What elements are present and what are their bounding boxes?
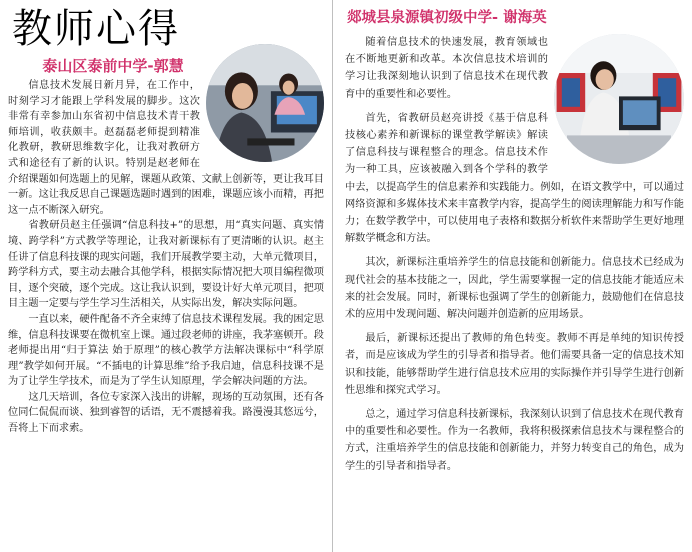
right-paragraph: 其次，新课标注重培养学生的信息技能和创新能力。信息技术已经成为现代社会的基本技能之一，因此，学生需要掌握一定的信息技能才能适应未来的社会发展。同时，新课标也强调了学生的创新能力，鼓励他们在信息技术的应用中发现问题、解决问题并创造新的应用场景。 bbox=[345, 257, 684, 321]
left-author-name: 泰山区泰前中学-郭慧 bbox=[42, 57, 184, 75]
right-paragraph: 总之，通过学习信息科技新课标，我深刻认识到了信息技术在现代教育中的重要性和必要性。作为一名教师，我将积极探索信息技术与课程整合的方式，注重培养学生的信息技能和创新能力，并努力转变自己的角色，成为学生的引导者和指导者。 bbox=[345, 409, 684, 472]
left-paragraph: 信息技术发展日新月异，在工作中，时刻学习才能跟上学科发展的脚步。这次非常有幸参加山东省初中信息技术青干教师培训，收获颇丰。赵磊磊老师提到精准化教研，教研思维数字化，让我对教研方式和途径有了新的认识。特别是赵老师在介绍课题如何选题上的见解，课题从政策、文献上创新等，更让我耳目一新。这让我反思自己课题选题时遇到的困难，课题应该小而精，再把这一点不断深入研究。 bbox=[8, 80, 324, 216]
right-column bbox=[337, 0, 692, 552]
right-paragraph: 最后，新课标还提出了教师的角色转变。教师不再是单纯的知识传授者，而是应该成为学生的引导者和指导者。他们需要具备一定的信息技术知识和技能，能够帮助学生进行信息技术应用的实际操作并引导学生进行创新性思维和探究式学习。 bbox=[345, 333, 684, 396]
left-paragraph: 这几天培训，各位专家深入浅出的讲解，现场的互动氛围，还有各位同仁侃侃而谈、独到睿智的话语，无不震撼着我。路漫漫其悠远兮，吾将上下而求索。 bbox=[8, 391, 324, 435]
right-author-name: 郯城县泉源镇初级中学- 谢海英 bbox=[347, 10, 547, 26]
right-paragraph: 首先，省教研员赵亮讲授《基于信息科技核心素养和新课标的课堂教学解读》解读了信息科技与课程整合的理念。信息技术作为一种工具，应该被融入到各个学科的教学中去，以提高学生的信息素养和实践能力。例如，在语文教学中，可以通过网络资源和多媒体技术来丰富教学内容，提高学生的阅读理解能力和写作能力；在数学教学中，可以使用电子表格和数据分析软件来帮助学生更好地理解数学概念和方法。 bbox=[345, 112, 684, 245]
right-article-body bbox=[345, 34, 684, 475]
teacher-in-classroom-photo bbox=[554, 34, 684, 164]
left-paragraph: 省教研员赵主任强调“信息科技+”的思想，用“真实问题、真实情境、跨学科”方式教学等理论，让我对新课标有了更清晰的认识。赵主任讲了信息科技课的现实问题，我们开展教学要主动，大单元微项目，跨学科方式，要主动去融合其他学科，根据实际情况把大项目编程微项目，逐个突破，逐个完成。这让我认识到，要设计好大单元项目，把项目主题一定要与学生学习生活相关，从实际出发，解决实际问题。 bbox=[8, 220, 324, 310]
left-article-body bbox=[8, 78, 324, 437]
page-title: 教师心得 bbox=[12, 6, 180, 52]
teacher-at-computer-photo bbox=[206, 44, 324, 162]
left-column bbox=[0, 0, 333, 552]
right-paragraph: 随着信息技术的快速发展，教育领域也在不断地更新和改革。本次信息技术培训的学习让我深刻地认识到了信息技术在现代教育中的重要性和必要性。 bbox=[345, 37, 548, 100]
left-paragraph: 一直以来，硬件配备不齐全束缚了信息技术课程发展。我的困定思维，信息科技课要在微机室上课。通过段老师的讲座，我茅塞顿开。段老师提出用“归于算法 始于原理”的核心教学方法解决课标中“科学原理”教学如何开展。“不插电的计算思维”给予我启迪，信息科技课不是为了让学生学技术，而是为了学生认知原理，学会解决问题的方法。 bbox=[8, 313, 324, 388]
